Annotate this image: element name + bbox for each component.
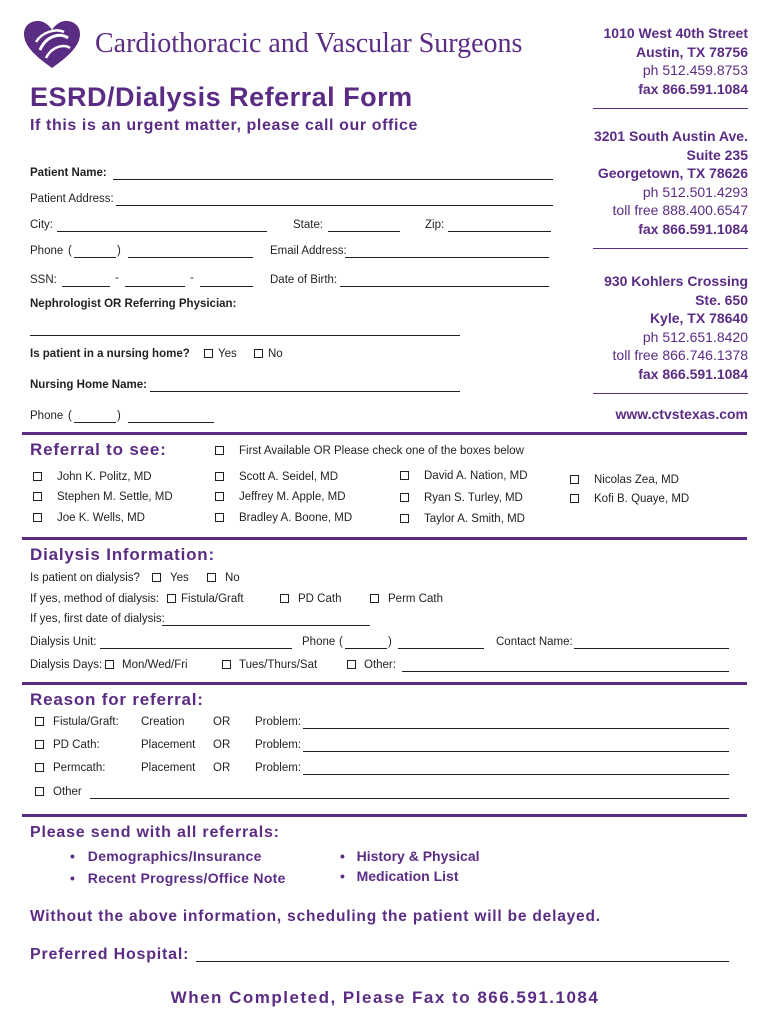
state-field[interactable] [328,231,400,232]
doctor-name: Nicolas Zea, MD [594,474,679,486]
phone-field[interactable] [128,257,253,258]
ssn-field-3[interactable] [200,286,253,287]
days-other[interactable] [347,659,396,671]
reason-label: Fistula/Graft: [53,716,119,728]
checkbox[interactable] [33,472,42,481]
reason-action: Placement [141,739,196,751]
days-option-label: Tues/Thurs/Sat [239,659,318,671]
nursing-home-name-field[interactable] [150,391,460,392]
nursing-phone-field[interactable] [128,422,214,423]
checkbox[interactable] [35,717,44,726]
first-available-option[interactable] [215,445,524,457]
nursing-home-no-label: No [268,348,283,360]
website-link[interactable]: www.ctvstexas.com [615,406,748,422]
city-label: City: [30,219,53,231]
phone-label: Phone [30,245,64,257]
reason-pd-cath[interactable] [35,739,100,751]
preferred-hospital-label: Preferred Hospital: [30,946,190,963]
problem-label: Problem: [255,739,302,751]
checkbox[interactable] [370,594,379,603]
first-available-label: First Available OR Please check one of the boxes below [239,445,524,457]
doctor-name: Kofi B. Quaye, MD [594,493,690,505]
doctor-option[interactable] [33,471,152,483]
tollfree-number: toll free 888.400.6547 [612,202,748,218]
fax-number: fax 866.591.1084 [638,80,748,97]
address-line: Suite 235 [686,146,748,163]
doctor-name: David A. Nation, MD [424,470,528,482]
checkbox[interactable] [152,573,161,582]
send-item: • Medication List [340,868,459,884]
checkbox[interactable] [215,492,224,501]
problem-field[interactable] [303,751,729,752]
checkbox[interactable] [33,513,42,522]
checkbox[interactable] [215,472,224,481]
checkbox[interactable] [207,573,216,582]
doctor-option[interactable] [33,512,145,524]
dob-field[interactable] [340,286,549,287]
area-code-open: ( [339,636,343,648]
checkbox[interactable] [33,492,42,501]
other-field[interactable] [90,798,729,799]
reason-other[interactable] [35,786,82,798]
checkbox[interactable] [35,787,44,796]
unit-phone-field[interactable] [398,648,484,649]
checkbox[interactable] [105,660,114,669]
email-label: Email Address: [270,245,347,257]
on-dialysis-no[interactable] [207,572,240,584]
doctor-name: Stephen M. Settle, MD [57,491,173,503]
method-label-text: Fistula/Graft [181,593,244,605]
problem-field[interactable] [303,728,729,729]
warning-text: Without the above information, scheduling the patient will be delayed. [30,908,601,925]
doctor-name: John K. Politz, MD [57,471,152,483]
email-field[interactable] [345,257,549,258]
urgent-note: If this is an urgent matter, please call our office [30,117,419,134]
problem-label: Problem: [255,762,302,774]
nursing-home-name-label: Nursing Home Name: [30,379,147,391]
address-line: 1010 West 40th Street [603,25,748,41]
reason-other-label: Other [53,786,82,798]
days-option-label: Mon/Wed/Fri [122,659,188,671]
days-other-field[interactable] [402,671,729,672]
nursing-home-yes[interactable] [204,348,237,360]
checkbox[interactable] [254,349,263,358]
checkbox[interactable] [35,763,44,772]
physician-label: Nephrologist OR Referring Physician: [30,298,237,310]
method-perm-cath[interactable] [370,593,443,605]
unit-phone-label: Phone [302,636,336,648]
zip-label: Zip: [425,219,445,231]
checkbox[interactable] [215,513,224,522]
location-georgetown [578,127,748,249]
section-rule [22,814,747,817]
ssn-field-2[interactable] [125,286,185,287]
referral-heading: Referral to see: [30,440,167,459]
nursing-home-question: Is patient in a nursing home? [30,348,190,360]
doctor-option[interactable] [33,491,173,503]
checkbox[interactable] [204,349,213,358]
section-rule [22,432,747,435]
dob-label: Date of Birth: [270,274,338,286]
reason-fistula[interactable] [35,716,119,728]
area-code-close: ) [388,636,392,648]
checkbox[interactable] [570,475,579,484]
on-dialysis-yes[interactable] [152,572,189,584]
fax-number: fax 866.591.1084 [638,365,748,382]
section-rule [22,682,747,685]
doctor-option[interactable] [215,512,352,524]
doctor-option[interactable] [400,492,523,504]
days-tts[interactable] [222,659,317,671]
address-line: Austin, TX 78756 [635,43,748,60]
checkbox[interactable] [215,446,224,455]
nursing-phone-label: Phone [30,410,64,422]
divider [593,108,748,109]
method-label-text: PD Cath [298,593,342,605]
contact-field[interactable] [574,648,729,649]
doctor-name: Taylor A. Smith, MD [424,513,525,525]
checkbox[interactable] [222,660,231,669]
method-label: If yes, method of dialysis: [30,593,160,605]
unit-label: Dialysis Unit: [30,636,97,648]
yes-label: Yes [170,572,189,584]
address-line: 3201 South Austin Ave. [593,128,748,144]
doctor-option[interactable] [400,513,525,525]
unit-field[interactable] [100,648,292,649]
on-dialysis-question: Is patient on dialysis? [30,572,140,584]
checkbox[interactable] [400,493,409,502]
area-code-close: ) [117,245,121,257]
area-code-field[interactable] [74,257,116,258]
no-label: No [225,572,240,584]
area-code-open: ( [68,245,72,257]
location-austin [578,24,748,109]
address-line: Ste. 650 [695,291,748,308]
days-option-label: Other: [364,659,396,671]
patient-address-field[interactable] [116,205,553,206]
tollfree-number: toll free 866.746.1378 [612,347,748,363]
section-rule [22,537,747,540]
patient-address-label: Patient Address: [30,193,114,205]
days-label: Dialysis Days: [30,659,103,671]
reason-action: Placement [141,762,196,774]
address-line: Kyle, TX 78640 [649,310,748,326]
method-fistula[interactable] [167,593,244,605]
first-date-field[interactable] [162,625,370,626]
area-code-close: ) [117,410,121,422]
checkbox[interactable] [400,514,409,523]
patient-name-label: Patient Name: [30,167,107,179]
days-mwf[interactable] [105,659,188,671]
contact-label: Contact Name: [496,636,573,648]
phone-number: ph 512.501.4293 [642,183,748,200]
doctor-option[interactable] [570,474,679,486]
footer-fax-note: When Completed, Please Fax to 866.591.1084 [170,988,600,1007]
phone-number: ph 512.651.8420 [642,328,748,345]
doctor-name: Bradley A. Boone, MD [239,512,353,524]
location-kyle [578,272,748,394]
fax-number: fax 866.591.1084 [638,220,748,237]
reason-label: Permcath: [53,762,106,774]
doctor-name: Joe K. Wells, MD [57,512,145,524]
checkbox[interactable] [280,594,289,603]
problem-field[interactable] [303,774,729,775]
ssn-field-1[interactable] [62,286,110,287]
reason-label: PD Cath: [53,739,100,751]
ssn-dash: - [115,272,119,284]
reason-heading: Reason for referral: [30,690,204,709]
reason-or: OR [213,762,231,774]
method-pd-cath[interactable] [280,593,341,605]
doctor-name: Scott A. Seidel, MD [239,471,339,483]
doctor-option[interactable] [215,471,338,483]
zip-field[interactable] [448,231,551,232]
city-field[interactable] [57,231,267,232]
reason-or: OR [213,739,231,751]
unit-area-code-field[interactable] [345,648,387,649]
doctor-option[interactable] [400,470,528,482]
send-item-text: Demographics/Insurance [87,848,262,864]
send-item-text: Medication List [356,868,459,884]
dialysis-heading: Dialysis Information: [30,545,215,564]
reason-permcath[interactable] [35,762,105,774]
checkbox[interactable] [400,471,409,480]
nursing-home-no[interactable] [254,348,283,360]
form-title: ESRD/Dialysis Referral Form [30,82,413,112]
checkbox[interactable] [570,494,579,503]
send-item-text: History & Physical [356,848,480,864]
nursing-home-yes-label: Yes [218,348,237,360]
send-item-text: Recent Progress/Office Note [87,870,286,886]
ssn-dash: - [190,272,194,284]
checkbox[interactable] [347,660,356,669]
area-code-open: ( [68,410,72,422]
method-label-text: Perm Cath [388,593,443,605]
preferred-hospital-field[interactable] [196,961,729,962]
doctor-option[interactable] [570,493,689,505]
reason-action: Creation [141,716,185,728]
checkbox[interactable] [167,594,176,603]
heart-logo-icon [22,20,82,70]
doctor-name: Ryan S. Turley, MD [424,492,523,504]
send-heading: Please send with all referrals: [30,824,280,841]
doctor-name: Jeffrey M. Apple, MD [239,491,346,503]
send-item: • Demographics/Insurance [70,848,262,864]
problem-label: Problem: [255,716,302,728]
physician-field[interactable] [30,335,460,336]
doctor-option[interactable] [215,491,346,503]
ssn-label: SSN: [30,274,57,286]
nursing-area-code-field[interactable] [74,422,116,423]
org-name: Cardiothoracic and Vascular Surgeons [95,28,523,59]
send-item: • Recent Progress/Office Note [70,870,286,886]
divider [593,248,748,249]
checkbox[interactable] [35,740,44,749]
first-date-label: If yes, first date of dialysis: [30,613,165,625]
state-label: State: [293,219,324,231]
address-line: 930 Kohlers Crossing [604,273,748,289]
reason-or: OR [213,716,231,728]
phone-number: ph 512.459.8753 [642,62,748,78]
address-line: Georgetown, TX 78626 [597,165,748,181]
patient-name-field[interactable] [113,179,553,180]
send-item: • History & Physical [340,848,480,864]
divider [593,393,748,394]
